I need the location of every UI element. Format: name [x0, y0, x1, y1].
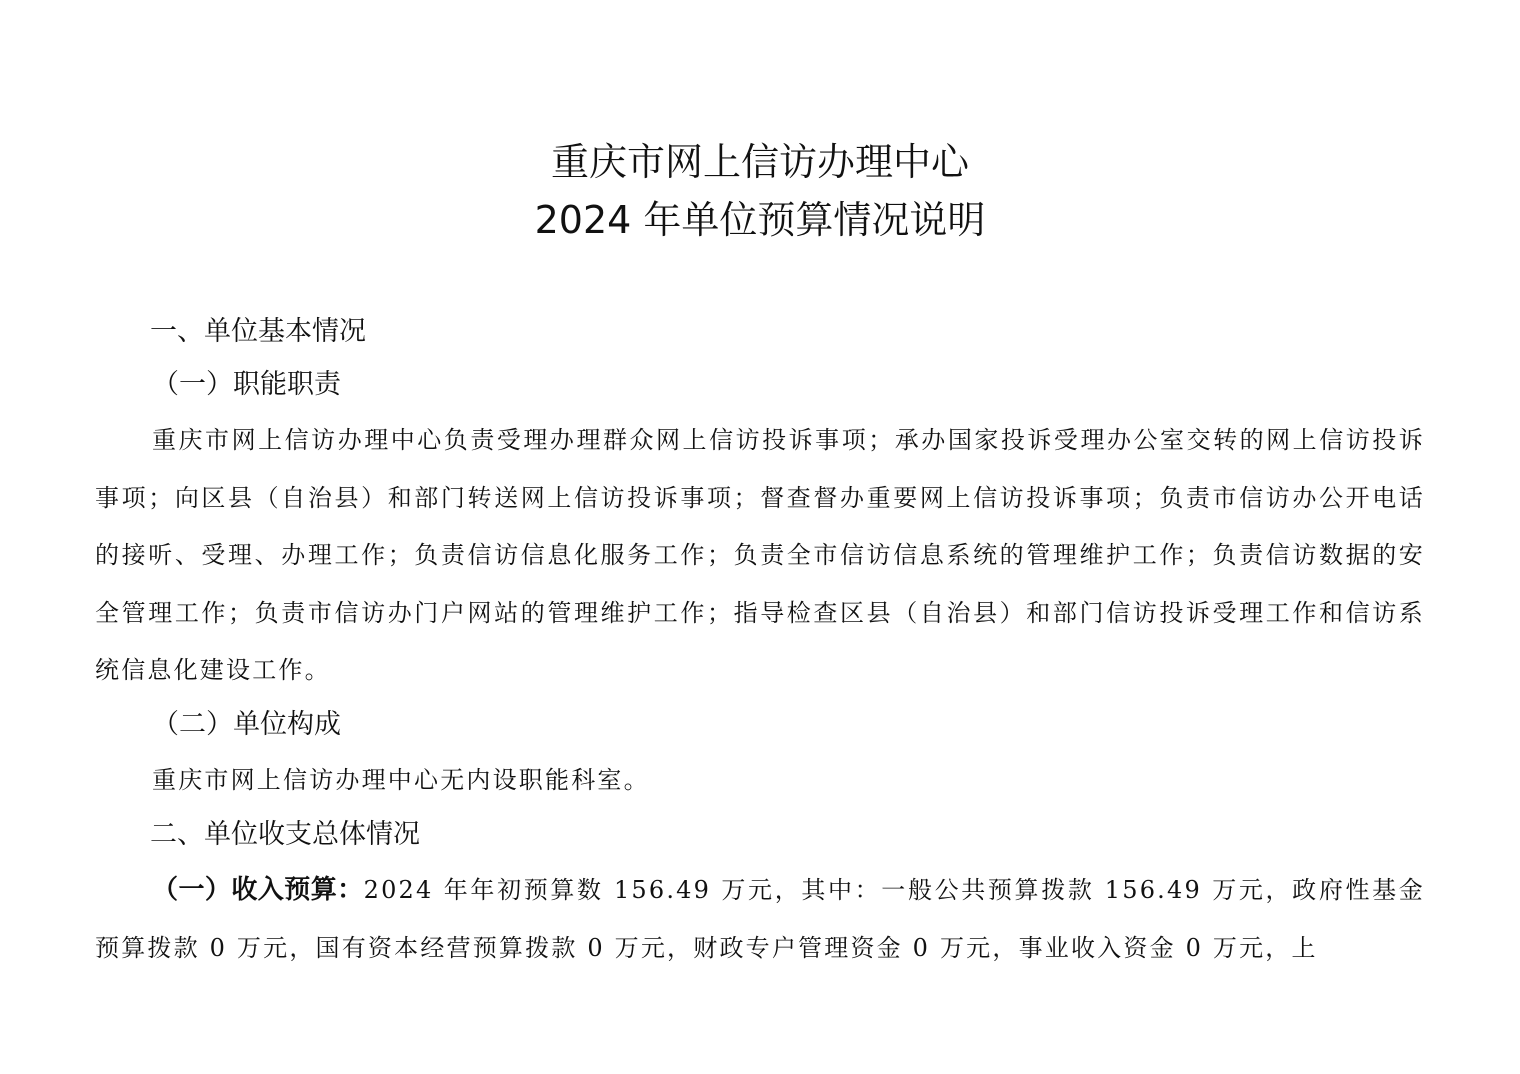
section2-sub1-paragraph: [95, 862, 1425, 977]
document-title-line1: 重庆市网上信访办理中心: [550, 140, 969, 184]
section2-sub1-lead: （一）收入预算：: [152, 875, 364, 905]
section2-heading: 二、单位收支总体情况: [150, 819, 420, 850]
section1-heading: 一、单位基本情况: [150, 316, 366, 347]
section2-sub1-text: 2024 年年初预算数 156.49 万元，其中：一般公共预算拨款 156.49 万元，政府性基金预算拨款 0 万元，国有资本经营预算拨款 0 万元，财政专户管理资金 0 万元，事业收入资金 0 万元，上: [95, 876, 1425, 962]
section1-sub1-heading: （一）职能职责: [152, 369, 341, 400]
document-title-line2: 2024 年单位预算情况说明: [534, 198, 986, 242]
section1-sub1-paragraph: 重庆市网上信访办理中心负责受理办理群众网上信访投诉事项；承办国家投诉受理办公室交转的网上信访投诉事项；向区县（自治县）和部门转送网上信访投诉事项；督查督办重要网上信访投诉事项；负责市信访办公开电话的接听、受理、办理工作；负责信访信息化服务工作；负责全市信访信息系统的管理维护工作；负责信访数据的安全管理工作；负责市信访办门户网站的管理维护工作；指导检查区县（自治县）和部门信访投诉受理工作和信访系统信息化建设工作。: [95, 426, 1425, 684]
section1-sub2-paragraph: 重庆市网上信访办理中心无内设职能科室。: [152, 766, 650, 794]
section1-sub2-heading: （二）单位构成: [152, 709, 341, 740]
